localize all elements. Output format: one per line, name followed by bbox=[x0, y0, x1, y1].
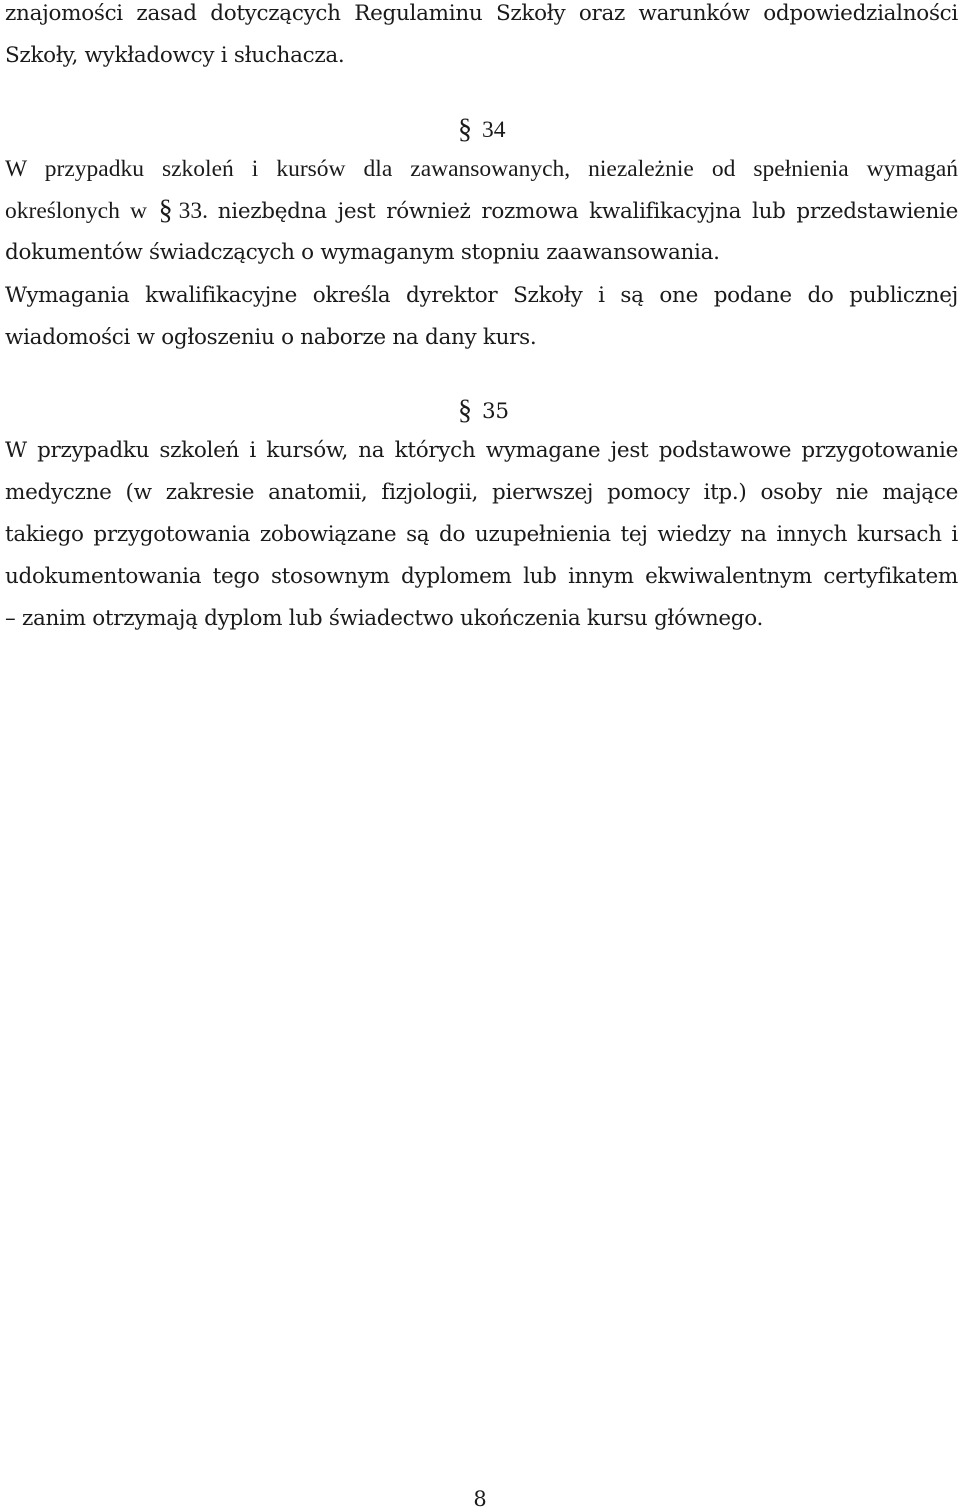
intro-paragraph-line-1: znajomości zasad dotyczących Regulaminu Szkoły oraz warunków odpowiedzialności bbox=[5, 1, 958, 26]
section-34-line-2-rest: niezbędna jest również rozmowa kwalifikacyjna lub przedstawienie bbox=[217, 199, 958, 224]
section-34-line-3: dokumentów świadczących o wymaganym stopniu zaawansowania. bbox=[5, 240, 720, 265]
section-35-line-5: – zanim otrzymają dyplom lub świadectwo ukończenia kursu głównego. bbox=[5, 606, 764, 631]
section-34-line-2 bbox=[5, 197, 958, 226]
intro-paragraph-line-2: Szkoły, wykładowcy i słuchacza. bbox=[5, 43, 345, 68]
section-35-line-1: W przypadku szkoleń i kursów, na których wymagane jest podstawowe przygotowanie bbox=[5, 438, 958, 463]
section-35-line-2: medyczne (w zakresie anatomii, fizjologii, pierwszej pomocy itp.) osoby nie mające bbox=[5, 480, 958, 505]
section-34-line-4: Wymagania kwalifikacyjne określa dyrektor Szkoły i są one podane do publicznej bbox=[5, 283, 958, 308]
page-number: 8 bbox=[473, 1487, 487, 1511]
section-34-line-5: wiadomości w ogłoszeniu o naborze na dany kurs. bbox=[5, 325, 537, 350]
section-34-heading bbox=[458, 116, 506, 144]
section-symbol-inline: § bbox=[158, 195, 173, 226]
section-34-line-1: W przypadku szkoleń i kursów dla zawansowanych, niezależnie od spełnienia wymagań bbox=[5, 156, 958, 182]
section-35-line-3: takiego przygotowania zobowiązane są do uzupełnienia tej wiedzy na innych kursach i bbox=[5, 522, 958, 547]
section-35-heading bbox=[458, 397, 509, 426]
section-34-line-2-prefix: określonych w bbox=[5, 198, 147, 224]
section-35-line-4: udokumentowania tego stosownym dyplomem lub innym ekwiwalentnym certyfikatem bbox=[5, 564, 958, 589]
section-34-reference: 33. bbox=[178, 198, 209, 224]
section-35-number: 35 bbox=[482, 399, 509, 424]
section-symbol: § bbox=[458, 114, 472, 145]
section-34-number: 34 bbox=[482, 117, 506, 143]
section-symbol: § bbox=[458, 395, 472, 426]
